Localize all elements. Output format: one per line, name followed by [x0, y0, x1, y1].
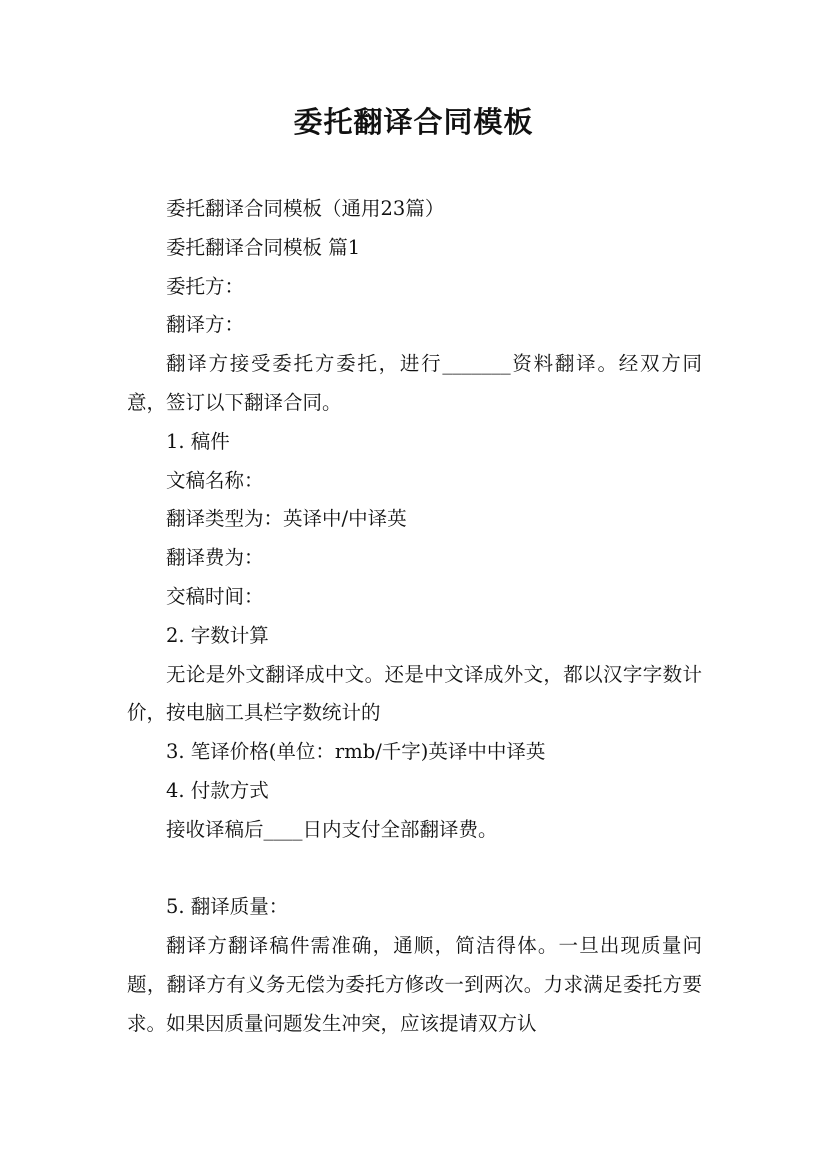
paragraph-translator: 翻译方：	[166, 313, 245, 337]
paragraph-word-count: 无论是外文翻译成中文。还是中文译成外文，都以汉字字数计价，按电脑工具栏字数统计的	[127, 662, 702, 725]
paragraph-intro: 翻译方接受委托方委托，进行_______资料翻译。经双方同意，签订以下翻译合同。	[127, 352, 702, 414]
paragraph-payment: 接收译稿后____日内支付全部翻译费。	[166, 817, 498, 841]
paragraph-fee: 翻译费为：	[166, 546, 264, 570]
paragraph-item-1: 1. 稿件	[166, 429, 230, 453]
paragraph-item-2: 2. 字数计算	[166, 623, 269, 647]
paragraph-doc-name: 文稿名称：	[166, 468, 264, 492]
paragraph-subtitle: 委托翻译合同模板（通用23篇）	[166, 197, 445, 220]
paragraph-item-5: 5. 翻译质量：	[166, 895, 289, 919]
paragraph-item-3: 3. 笔译价格(单位：rmb/千字)英译中中译英	[166, 740, 546, 764]
document-body	[127, 190, 702, 1044]
paragraph-section-heading: 委托翻译合同模板 篇1	[166, 235, 361, 259]
document-title: 委托翻译合同模板	[293, 105, 534, 139]
paragraph-delivery-time: 交稿时间：	[166, 584, 264, 608]
paragraph-quality: 翻译方翻译稿件需准确，通顺，简洁得体。一旦出现质量问题，翻译方有义务无偿为委托方修改一到两次。力求满足委托方要求。如果因质量问题发生冲突，应该提请双方认	[127, 934, 702, 1035]
paragraph-client: 委托方：	[166, 274, 245, 298]
paragraph-spacer	[127, 850, 702, 889]
paragraph-item-4: 4. 付款方式	[166, 778, 269, 802]
paragraph-translation-type: 翻译类型为：英译中/中译英	[166, 507, 407, 531]
